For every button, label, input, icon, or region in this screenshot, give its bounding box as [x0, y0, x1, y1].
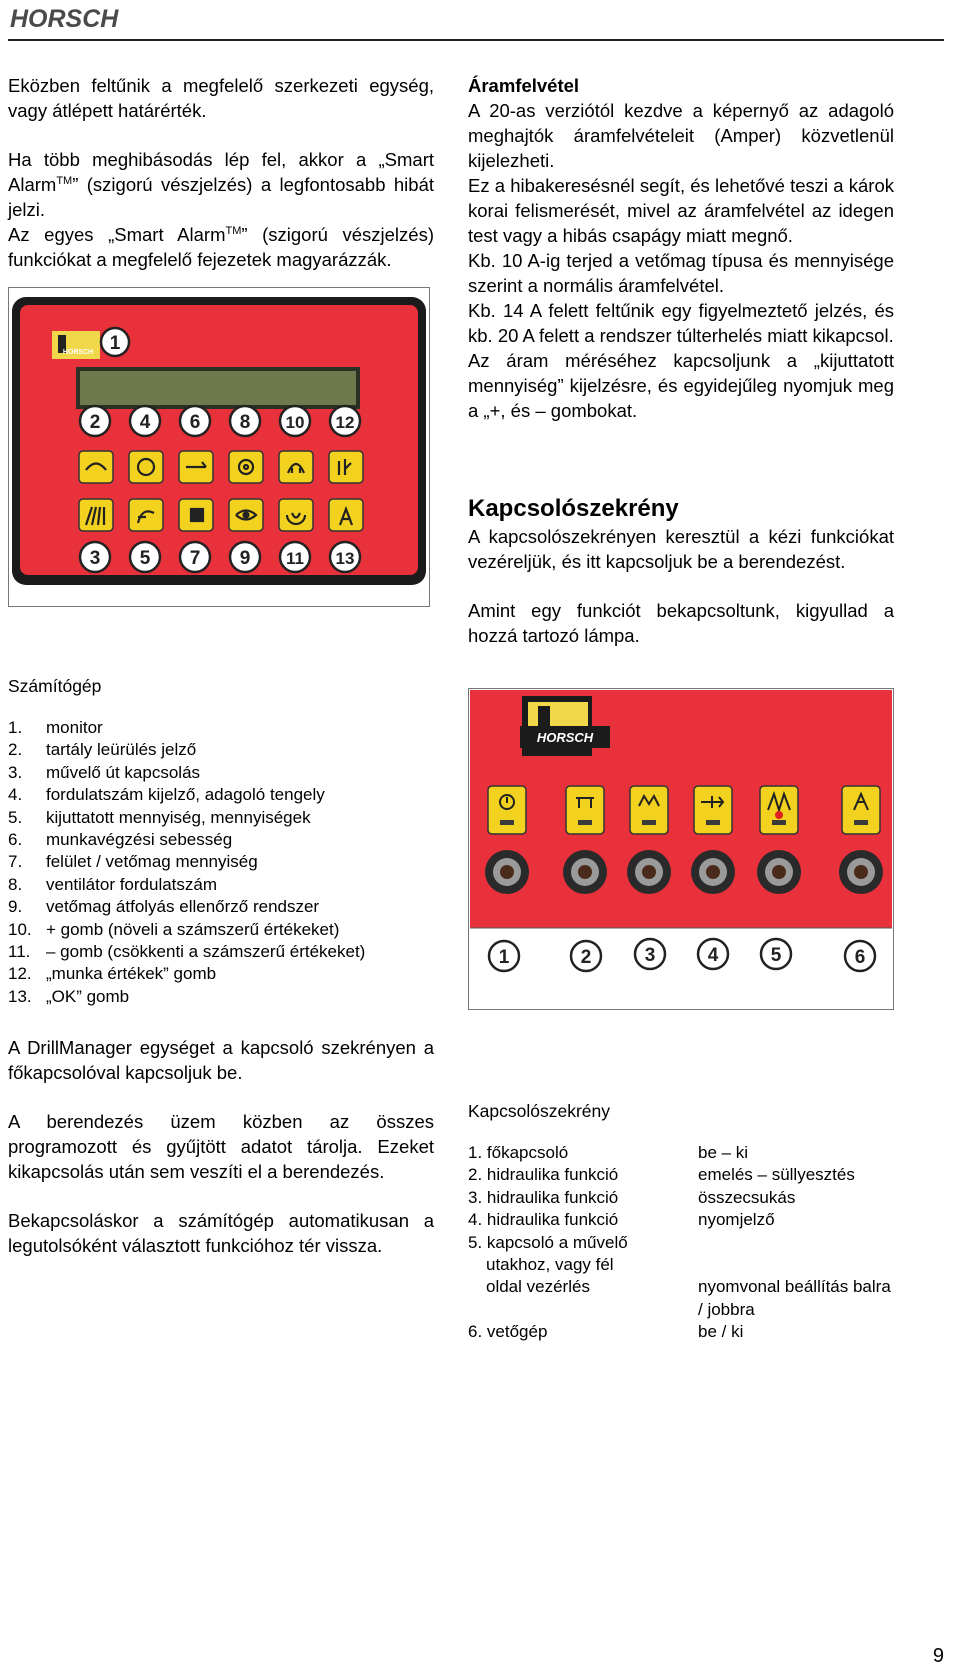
- switch-name: oldal vezérlés: [486, 1277, 590, 1297]
- svg-text:3: 3: [644, 945, 656, 966]
- left-paragraph-2: Ha több meghibásodás lép fel, akkor a „Smart Alarm™” (szigorú vészjelzés) a legfontosabb hibát jelzi.: [8, 149, 434, 220]
- horsch-logo: [8, 4, 168, 32]
- svg-text:5: 5: [139, 548, 151, 569]
- switchbox-brand: HORSCH: [536, 730, 594, 745]
- left-intro: [8, 73, 434, 272]
- switchbox-caption: Kapcsolószekrény: [468, 1101, 611, 1121]
- right-switchbox: [468, 494, 894, 648]
- svg-text:7: 7: [189, 548, 201, 569]
- svg-text:3: 3: [89, 548, 101, 569]
- switchbox-photo: [468, 688, 894, 1010]
- svg-text:4: 4: [707, 945, 719, 966]
- svg-text:10: 10: [285, 413, 305, 432]
- switch-action: be – ki: [698, 1143, 749, 1162]
- switch-action: [698, 1254, 928, 1276]
- list-item: 13. „OK” gomb: [8, 986, 130, 1006]
- right-paragraph-5: Az áram méréséhez kapcsoljunk a „kijuttatott mennyiség” kijelzésre, és egyidejűleg nyomjuk meg a „+, és – gombokat.: [468, 350, 894, 421]
- svg-text:4: 4: [139, 412, 151, 433]
- switch-name: 5. kapcsoló a művelő: [468, 1232, 628, 1252]
- list-item: 6. munkavégzési sebesség: [8, 830, 233, 850]
- page-number: 9: [932, 1645, 944, 1667]
- svg-text:9: 9: [239, 548, 251, 569]
- list-item: 8. ventilátor fordulatszám: [8, 874, 218, 894]
- right-paragraph-4: Kb. 14 A felett feltűnik egy figyelmeztető jelzés, és kb. 20 A felett a rendszer túlterhelés miatt kikapcsol.: [468, 300, 894, 346]
- panel-brand: HORSCH: [62, 349, 94, 356]
- switch-name: 3. hidraulika funkció: [468, 1187, 619, 1207]
- switch-name: [468, 1299, 698, 1321]
- svg-text:1: 1: [498, 947, 510, 968]
- right-paragraph-2: Ez a hibakeresésnél segít, és lehetővé teszi a károk korai felismerését, mivel az áramfelvétel az idegen test vagy a hibás csapágy miatt megnő.: [468, 175, 894, 246]
- computer-parts-list: [8, 717, 434, 1008]
- list-item: 10. + gomb (növeli a számszerű értékeket): [8, 919, 340, 939]
- header-rule: [8, 39, 944, 41]
- svg-text:2: 2: [580, 947, 592, 968]
- switch-name: utakhoz, vagy fél: [486, 1255, 614, 1275]
- current-heading: Áramfelvétel: [468, 75, 580, 96]
- computer-panel-photo: [8, 287, 430, 607]
- svg-text:11: 11: [286, 549, 304, 568]
- left-paragraph-3: Az egyes „Smart Alarm™” (szigorú vészjelzés) funkciókat a megfelelő fejezetek magyarázzák.: [8, 224, 434, 270]
- switch-action: nyomjelző: [698, 1210, 775, 1230]
- svg-text:12: 12: [335, 413, 355, 432]
- switch-action: összecsukás: [698, 1187, 796, 1207]
- left-paragraph-6: Bekapcsoláskor a számítógép automatikusan a legutolsóként választott funkcióhoz tér vissza.: [8, 1210, 434, 1256]
- list-item: 9. vetőmag átfolyás ellenőrző rendszer: [8, 897, 320, 917]
- right-paragraph-6: A kapcsolószekrényen keresztül a kézi funkciókat vezéreljük, és itt kapcsoljuk be a berendezést.: [468, 526, 894, 572]
- left-paragraph-5: A berendezés üzem közben az összes programozott és gyűjtött adatot tárolja. Ezeket kikapcsolás után sem veszíti el a berendezés.: [8, 1111, 434, 1182]
- computer-legend: [8, 675, 434, 1008]
- left-paragraph-4: A DrillManager egységet a kapcsoló szekrényen a főkapcsolóval kapcsoljuk be.: [8, 1037, 434, 1083]
- switch-name: 1. főkapcsoló: [468, 1143, 569, 1162]
- left-paragraph-1: Eközben feltűnik a megfelelő szerkezeti egység, vagy átlépett határérték.: [8, 75, 434, 121]
- svg-text:6: 6: [854, 947, 866, 968]
- svg-text:6: 6: [189, 412, 201, 433]
- right-paragraph-1: A 20-as verziótól kezdve a képernyő az adagoló meghajtók áramfelvételeit (Amper) közvetlenül kijelezheti.: [468, 100, 894, 171]
- switch-function-table: [468, 1142, 908, 1344]
- list-item: 5. kijuttatott mennyiség, mennyiségek: [8, 807, 311, 827]
- switch-name: 6. vetőgép: [468, 1322, 548, 1342]
- switch-action: emelés – süllyesztés: [698, 1165, 855, 1185]
- svg-text:2: 2: [89, 412, 101, 433]
- switchbox-legend: [468, 1100, 908, 1344]
- svg-text:13: 13: [335, 549, 355, 568]
- svg-text:5: 5: [770, 945, 782, 966]
- list-item: 1. monitor: [8, 718, 103, 737]
- computer-caption: Számítógép: [8, 676, 102, 696]
- switch-action: be / ki: [698, 1322, 744, 1342]
- switch-action: / jobbra: [698, 1299, 755, 1319]
- list-item: 12. „munka értékek” gomb: [8, 964, 217, 984]
- switch-name: 4. hidraulika funkció: [468, 1210, 619, 1230]
- list-item: 7. felület / vetőmag mennyiség: [8, 852, 258, 872]
- right-paragraph-7: Amint egy funkciót bekapcsoltunk, kigyullad a hozzá tartozó lámpa.: [468, 600, 894, 646]
- svg-text:8: 8: [239, 412, 251, 433]
- switch-action: [698, 1232, 928, 1254]
- list-item: 2. tartály leürülés jelző: [8, 740, 197, 760]
- svg-text:1: 1: [109, 333, 121, 354]
- list-item: 4. fordulatszám kijelző, adagoló tengely: [8, 785, 325, 805]
- list-item: 11. – gomb (csökkenti a számszerű értékeket): [8, 942, 366, 962]
- switch-action: nyomvonal beállítás balra: [698, 1277, 891, 1297]
- list-item: 3. művelő út kapcsolás: [8, 762, 201, 782]
- left-closing: [8, 1035, 434, 1258]
- right-paragraph-3: Kb. 10 A-ig terjed a vetőmag típusa és mennyisége szerint a normális áramfelvétel.: [468, 250, 894, 296]
- switch-name: 2. hidraulika funkció: [468, 1165, 619, 1185]
- right-current: [468, 73, 894, 423]
- switchbox-heading: Kapcsolószekrény: [468, 495, 679, 522]
- horsch-logo-text: HORSCH: [10, 5, 119, 32]
